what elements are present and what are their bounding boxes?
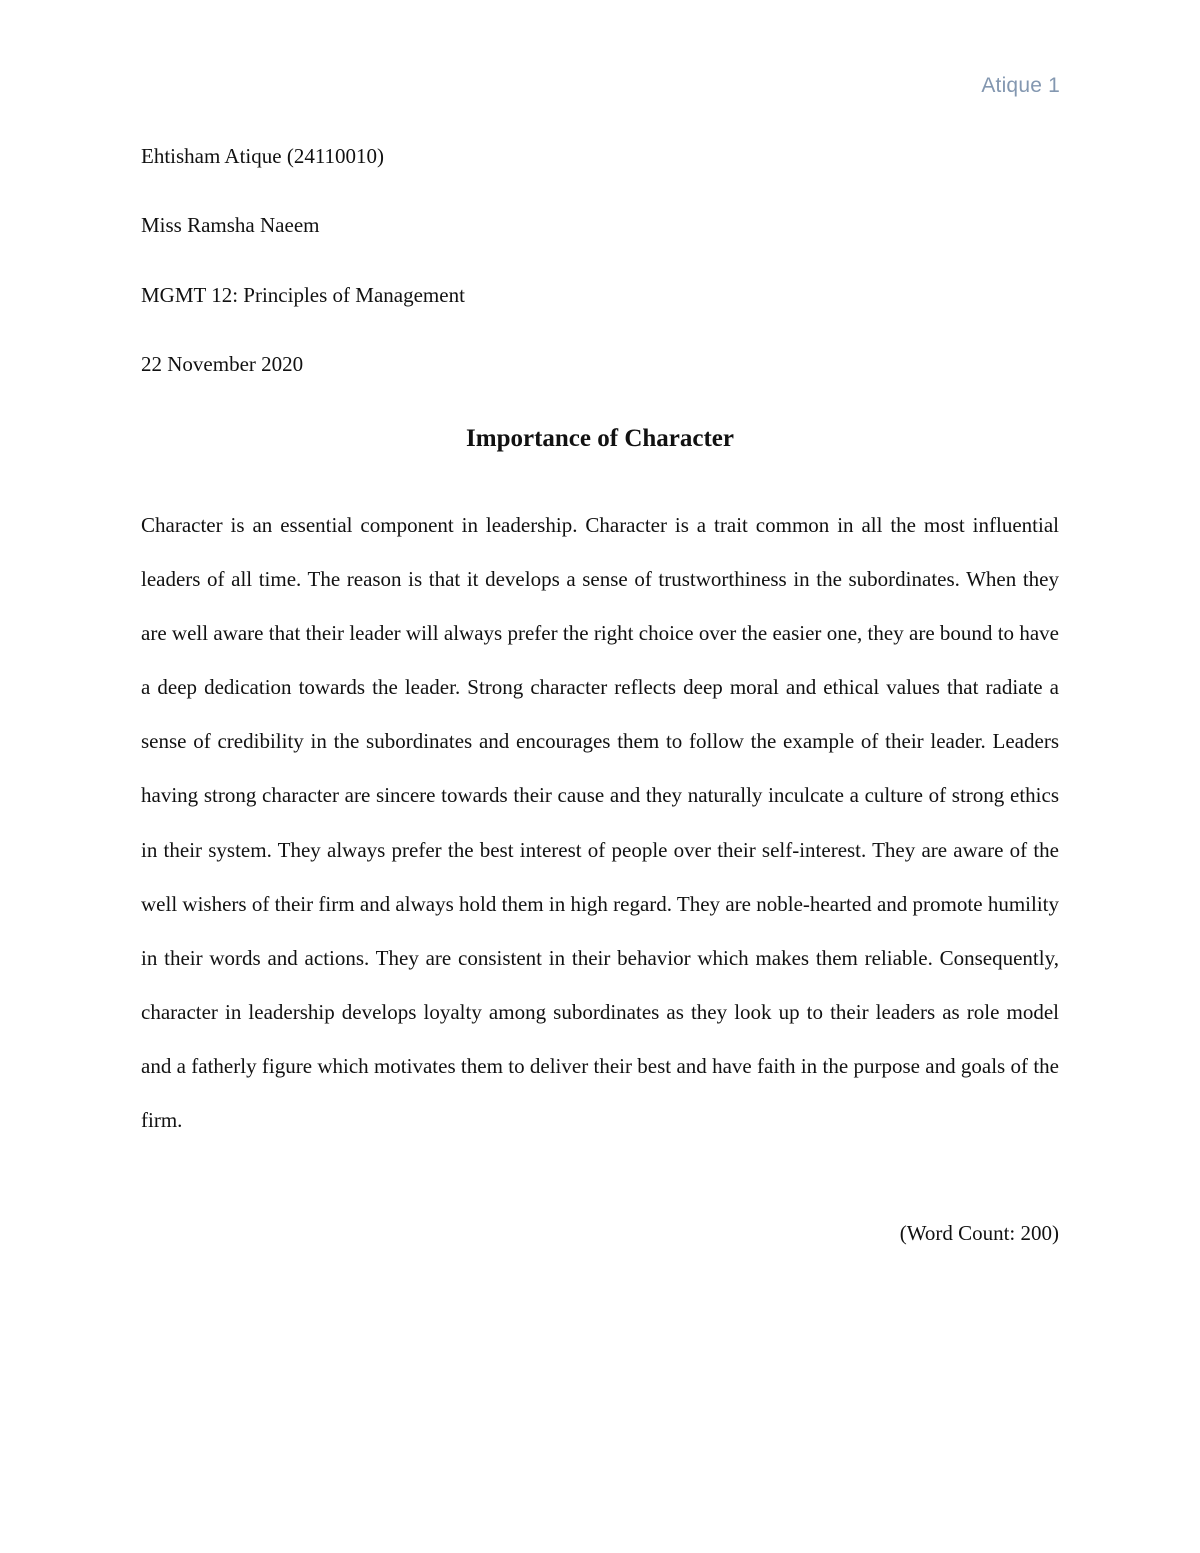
author-name: Ehtisham Atique (24110010)	[141, 144, 385, 168]
instructor-name: Miss Ramsha Naeem	[141, 213, 320, 237]
running-head-page-number: Atique 1	[981, 74, 1060, 97]
course-title: MGMT 12: Principles of Management	[141, 283, 465, 307]
submission-date: 22 November 2020	[141, 352, 304, 376]
document-title: Importance of Character	[466, 425, 734, 452]
word-count: (Word Count: 200)	[899, 1221, 1059, 1245]
body-paragraph: Character is an essential component in leadership. Character is a trait common in all the most influential leaders of all time. The reason is that it develops a sense of trustworthiness in the subordinates. When they are well aware that their leader will always prefer the right choice over the easier one, they are bound to have a deep dedication towards the leader. Strong character reflects deep moral and ethical values that radiate a sense of credibility in the subordinates and encourages them to follow the example of their leader. Leaders having strong character are sincere towards their cause and they naturally inculcate a culture of strong ethics in their system. They always prefer the best interest of people over their self-interest. They are aware of the well wishers of their firm and always hold them in high regard. They are noble-hearted and promote humility in their words and actions. They are consistent in their behavior which makes them reliable. Consequently, character in leadership develops loyalty among subordinates as they look up to their leaders as role model and a fatherly figure which motivates them to deliver their best and have faith in the purpose and goals of the firm.	[141, 513, 1059, 1133]
